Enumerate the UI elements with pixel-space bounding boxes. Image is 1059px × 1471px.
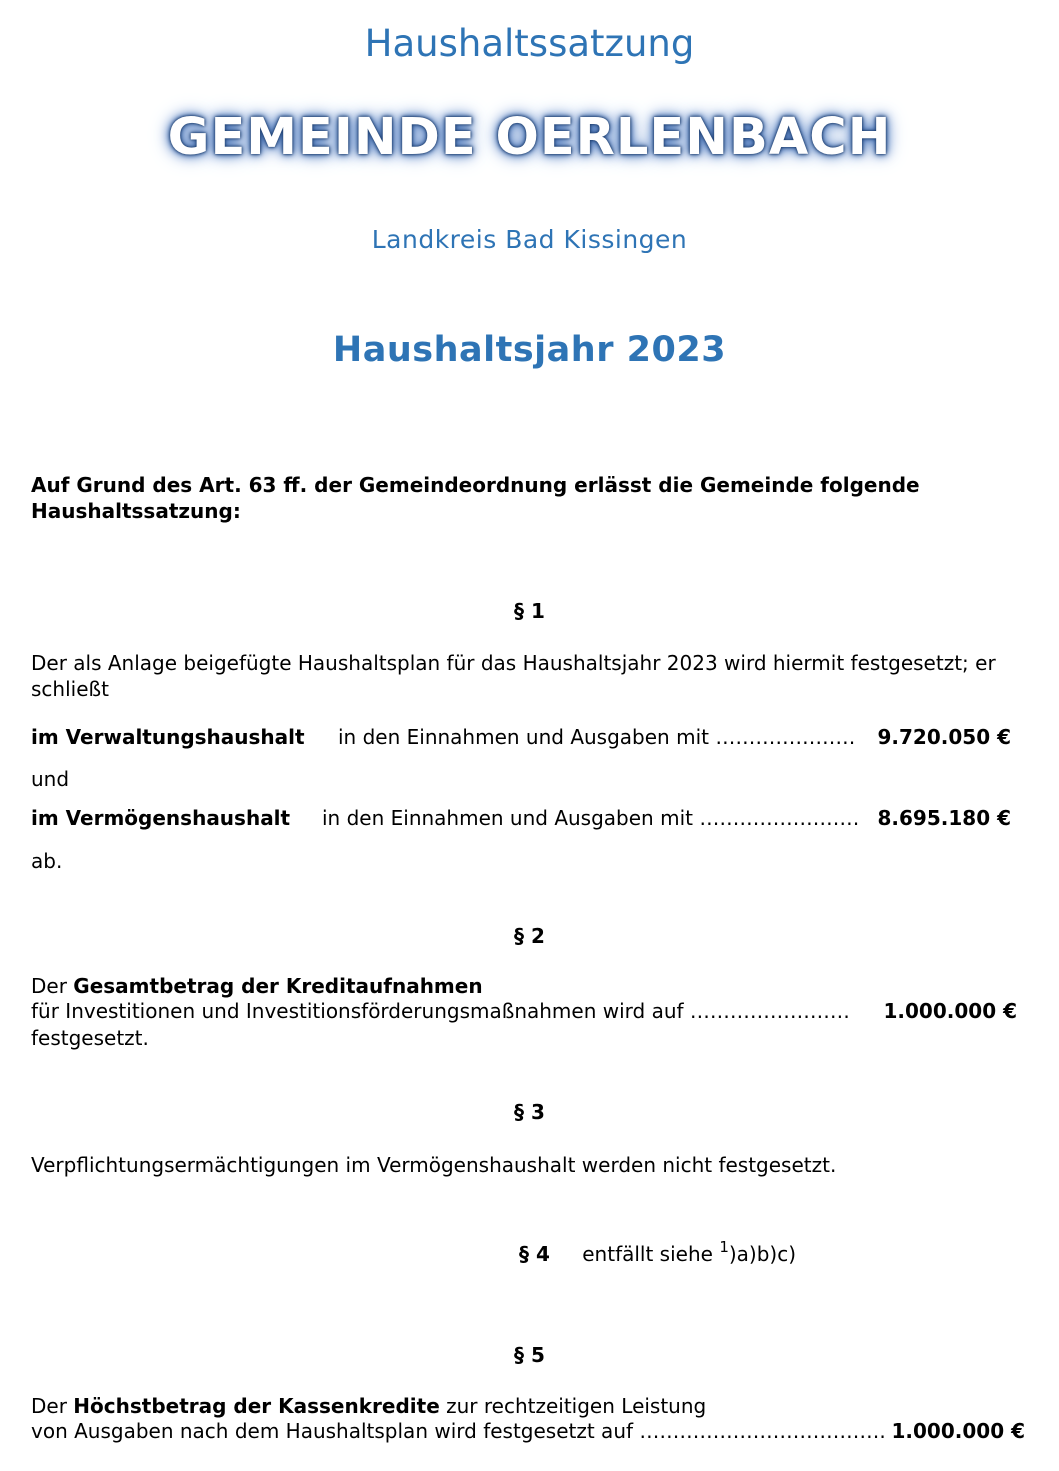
section-4-text: entfällt siehe xyxy=(582,1242,713,1266)
section-3-heading: § 3 xyxy=(514,1100,545,1124)
credit-amount: 1.000.000 € xyxy=(883,999,1017,1023)
section-5-heading: § 5 xyxy=(514,1343,545,1367)
municipality-name: GEMEINDE OERLENBACH xyxy=(167,108,892,167)
section-2-line-1 xyxy=(31,973,1031,999)
credit-text: für Investitionen und Investitionsförderungsmaßnahmen wird auf …………………… xyxy=(31,999,850,1023)
cash-credit-row xyxy=(31,1419,1025,1445)
section-4-heading: § 4 xyxy=(519,1242,550,1266)
district-name: Landkreis Bad Kissingen xyxy=(371,225,688,254)
intro-text: Auf Grund des Art. 63 ff. der Gemeindeordnung erlässt die Gemeinde folgende Haushaltssatzung: xyxy=(31,473,920,523)
document-title: Haushaltssatzung xyxy=(364,22,695,65)
budget-year: Haushaltsjahr 2023 xyxy=(332,330,727,370)
and-text: und xyxy=(31,767,70,791)
section-5-bold-term: Höchstbetrag der Kassenkredite xyxy=(73,1394,440,1418)
asset-budget-text: in den Einnahmen und Ausgaben mit …………………… xyxy=(322,806,860,830)
section-2-line-3: festgesetzt. xyxy=(31,1026,149,1050)
asset-budget-row xyxy=(31,806,1011,832)
section-2-heading: § 2 xyxy=(514,924,545,948)
admin-budget-text: in den Einnahmen und Ausgaben mit ………………… xyxy=(338,725,856,749)
section-4-suffix: )a)b)c) xyxy=(728,1242,797,1266)
section-5-line-1 xyxy=(31,1393,1031,1419)
asset-budget-label: im Vermögenshaushalt xyxy=(31,806,291,830)
section-4-line xyxy=(519,1238,796,1266)
asset-budget-amount: 8.695.180 € xyxy=(877,806,1011,830)
admin-budget-row xyxy=(31,725,1011,751)
section-1-heading: § 1 xyxy=(514,599,545,623)
ab-text: ab. xyxy=(31,849,63,873)
section-5-der: Der xyxy=(31,1394,67,1418)
footnote-marker: 1 xyxy=(719,1238,729,1256)
cash-credit-text: von Ausgaben nach dem Haushaltsplan wird festgesetzt auf ………………………………. xyxy=(31,1419,886,1443)
section-3-text: Verpflichtungsermächtigungen im Vermögenshaushalt werden nicht festgesetzt. xyxy=(31,1153,837,1177)
section-5-rest: zur rechtzeitigen Leistung xyxy=(446,1394,707,1418)
section-2-der: Der xyxy=(31,974,67,998)
section-2-bold-term: Gesamtbetrag der Kreditaufnahmen xyxy=(73,974,483,998)
admin-budget-amount: 9.720.050 € xyxy=(877,725,1011,749)
section-1-text: Der als Anlage beigefügte Haushaltsplan für das Haushaltsjahr 2023 wird hiermit festgesetzt; er schließt xyxy=(31,651,996,701)
admin-budget-label: im Verwaltungshaushalt xyxy=(31,725,305,749)
cash-credit-amount: 1.000.000 € xyxy=(891,1419,1025,1443)
credit-row xyxy=(31,999,1017,1025)
